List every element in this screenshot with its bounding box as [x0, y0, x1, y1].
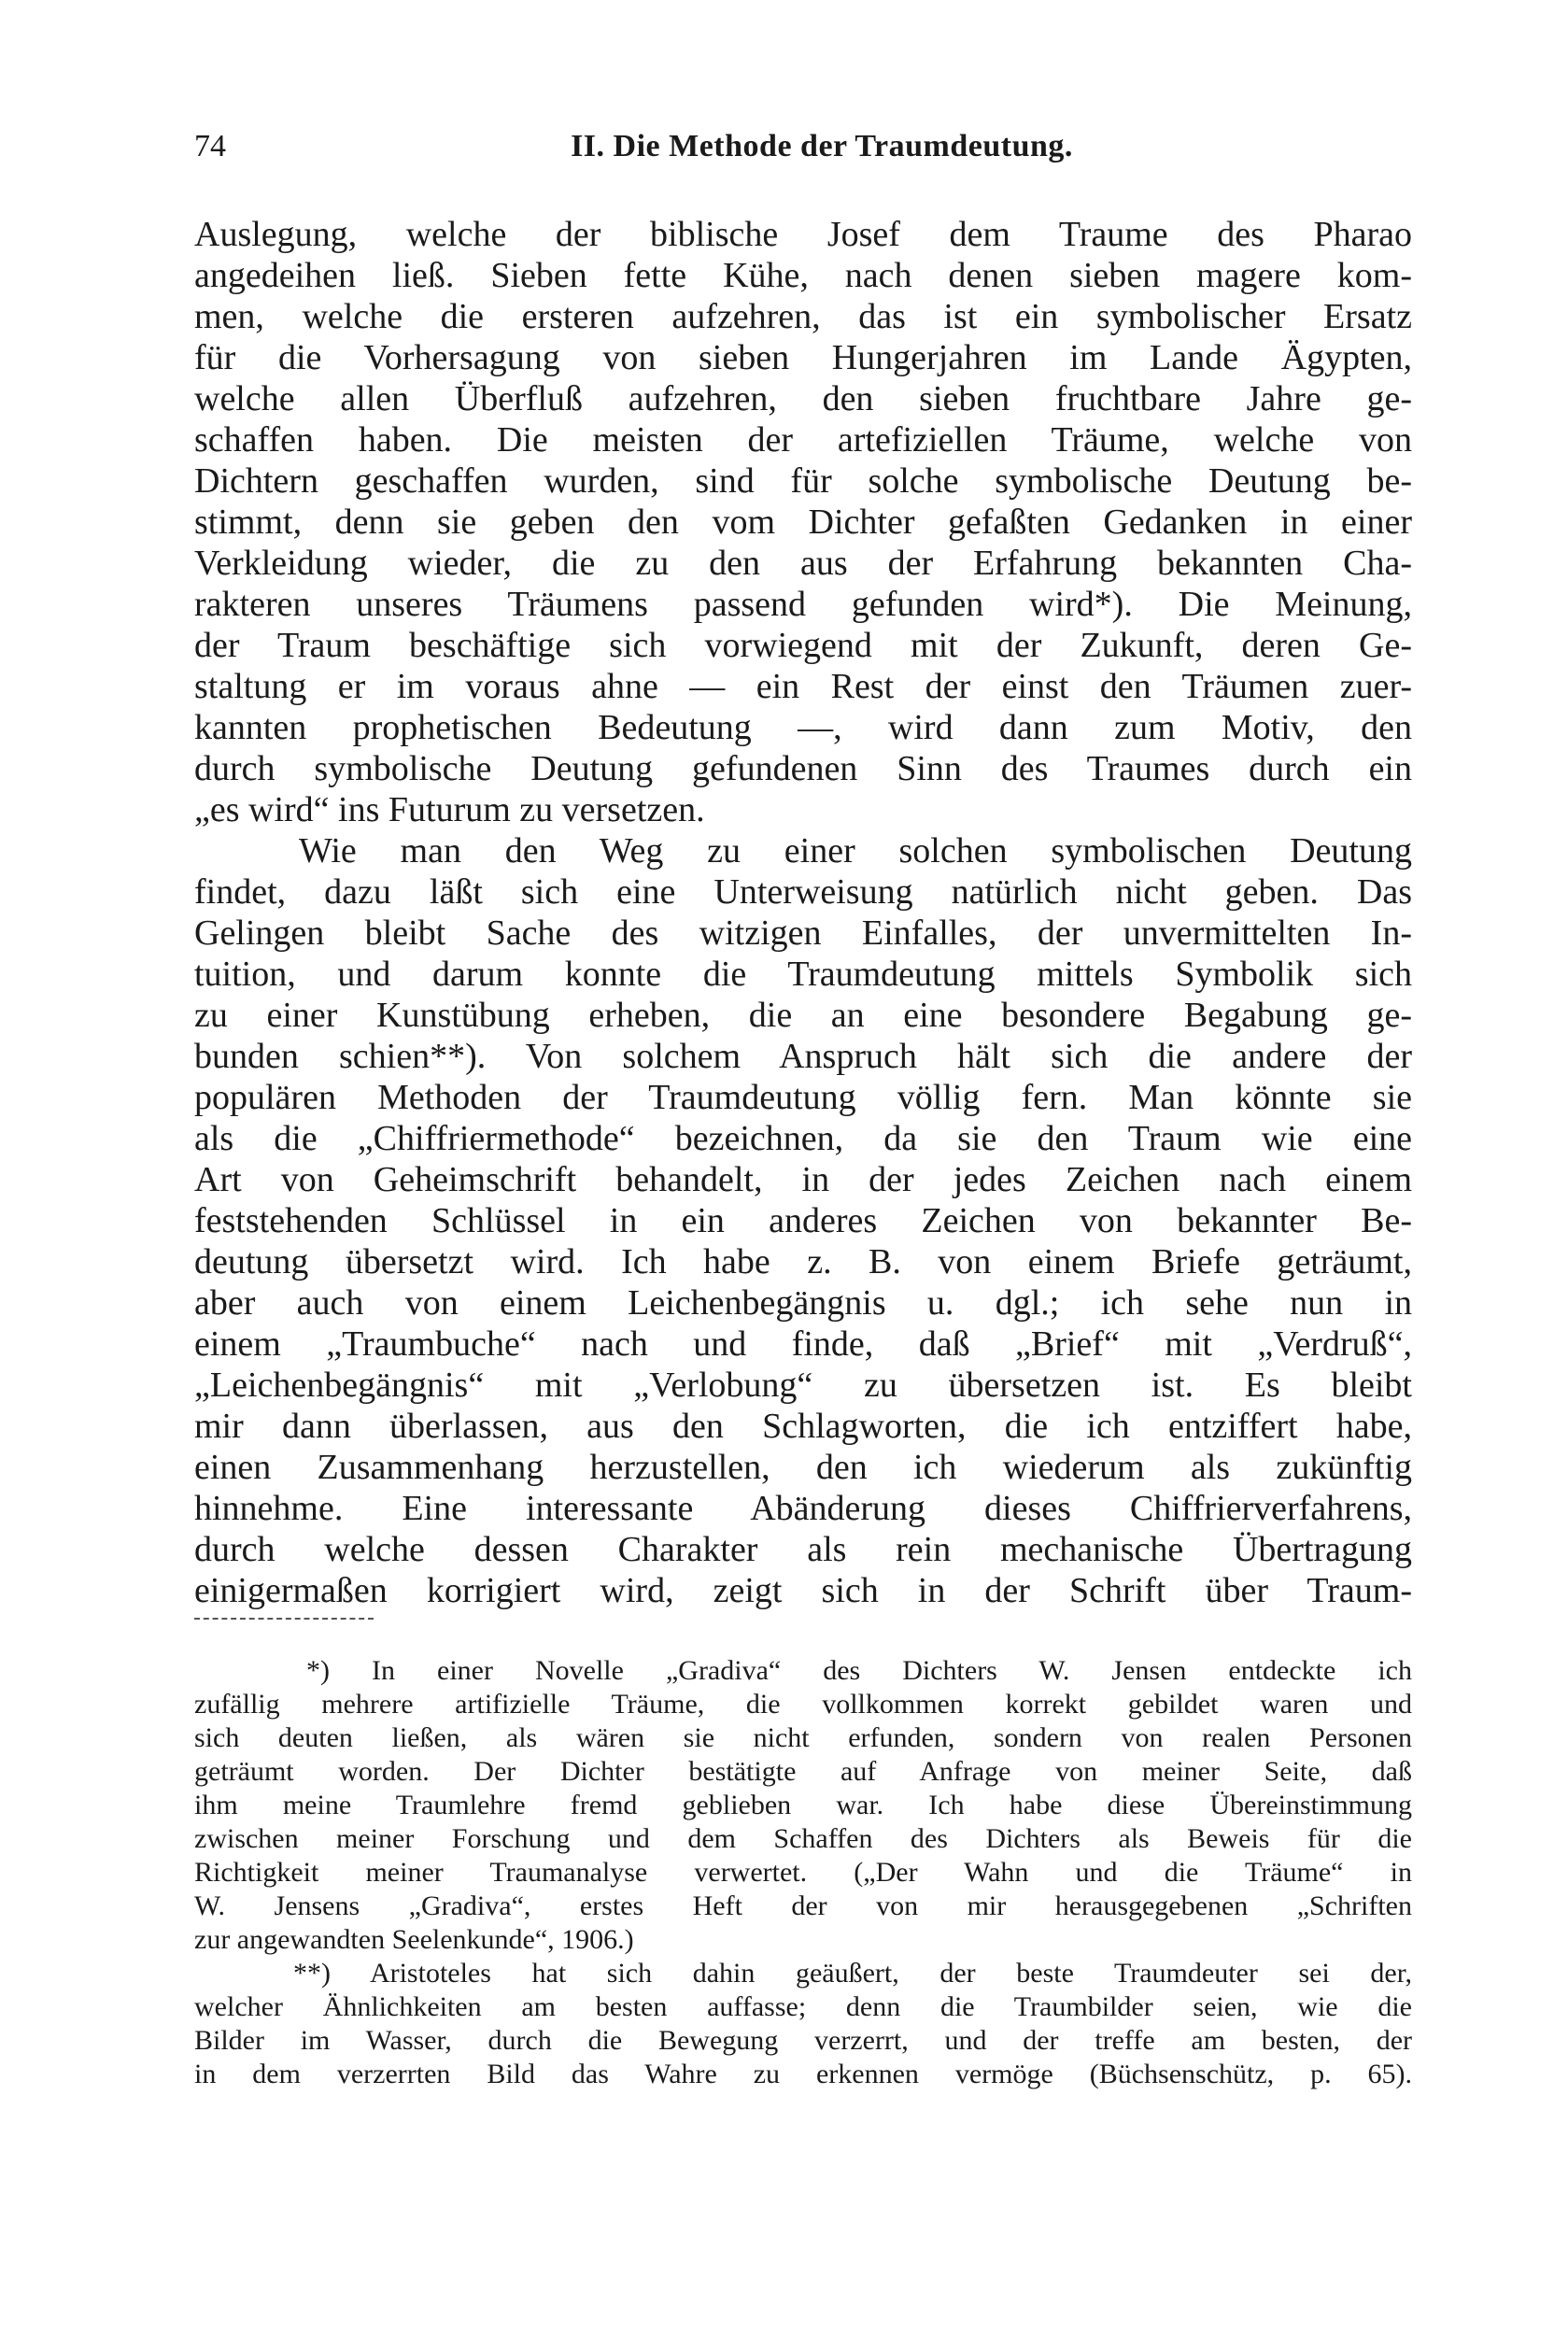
text-line: angedeihen ließ. Sieben fette Kühe, nach denen sieben magere kom-	[194, 256, 1412, 295]
footnote-line: geträumt worden. Der Dichter bestätigte auf Anfrage von meiner Seite, daß	[194, 1756, 1412, 1787]
text-line: populären Methoden der Traumdeutung völlig fern. Man könnte sie	[194, 1078, 1412, 1117]
text-line: men, welche die ersteren aufzehren, das ist ein symbolischer Ersatz	[194, 297, 1412, 336]
text-line: rakteren unseres Träumens passend gefunden wird*). Die Meinung,	[194, 585, 1412, 624]
text-line: durch welche dessen Charakter als rein mechanische Übertragung	[194, 1530, 1412, 1569]
footnote-separator	[194, 1618, 374, 1620]
footnote	[194, 1654, 1412, 1957]
paragraph	[194, 830, 1412, 1611]
footnote-line: ihm meine Traumlehre fremd geblieben war. Ich habe diese Übereinstimmung	[194, 1790, 1412, 1820]
footnote-line: Bilder im Wasser, durch die Bewegung verzerrt, und der treffe am besten, der	[194, 2025, 1412, 2056]
footnote-line: W. Jensens „Gradiva“, erstes Heft der von mir herausgegebenen „Schriften	[194, 1890, 1412, 1921]
page-number: 74	[194, 129, 226, 163]
footnote-line: **) Aristoteles hat sich dahin geäußert, der beste Traumdeuter sei der,	[293, 1958, 1412, 1989]
text-line: feststehenden Schlüssel in ein anderes Zeichen von bekannter Be-	[194, 1201, 1412, 1240]
footnote-line: *) In einer Novelle „Gradiva“ des Dichters W. Jensen entdeckte ich	[306, 1655, 1412, 1686]
text-line: hinnehme. Eine interessante Abänderung dieses Chiffrierverfahrens,	[194, 1489, 1412, 1528]
text-line: zu einer Kunstübung erheben, die an eine besondere Begabung ge-	[194, 996, 1412, 1035]
text-line: „es wird“ ins Futurum zu versetzen.	[194, 790, 705, 829]
footnote-line: in dem verzerrten Bild das Wahre zu erkennen vermöge (Büchsenschütz, p. 65).	[194, 2059, 1412, 2089]
footnotes	[194, 1654, 1412, 2091]
body-text	[194, 214, 1412, 1611]
text-line: kannten prophetischen Bedeutung —, wird dann zum Motiv, den	[194, 708, 1412, 747]
text-line: Art von Geheimschrift behandelt, in der jedes Zeichen nach einem	[194, 1160, 1412, 1199]
footnote-line: zur angewandten Seelenkunde“, 1906.)	[194, 1924, 634, 1955]
text-line: stimmt, denn sie geben den vom Dichter gefaßten Gedanken in einer	[194, 503, 1412, 542]
text-line: einem „Traumbuche“ nach und finde, daß „Brief“ mit „Verdruß“,	[194, 1324, 1412, 1364]
text-line: durch symbolische Deutung gefundenen Sinn des Traumes durch ein	[194, 749, 1412, 788]
text-line: staltung er im voraus ahne — ein Rest der einst den Träumen zuer-	[194, 667, 1412, 706]
text-line: deutung übersetzt wird. Ich habe z. B. von einem Briefe geträumt,	[194, 1242, 1412, 1281]
text-line: „Leichenbegängnis“ mit „Verlobung“ zu übersetzen ist. Es bleibt	[194, 1366, 1412, 1405]
footnote-line: welcher Ähnlichkeiten am besten auffasse; denn die Traumbilder seien, wie die	[194, 1991, 1412, 2022]
text-line: für die Vorhersagung von sieben Hungerjahren im Lande Ägypten,	[194, 338, 1412, 377]
page-header	[194, 129, 1412, 170]
running-head: II. Die Methode der Traumdeutung.	[571, 129, 1073, 163]
text-line: Wie man den Weg zu einer solchen symbolischen Deutung	[299, 831, 1412, 871]
text-line: mir dann überlassen, aus den Schlagworten, die ich entziffert habe,	[194, 1407, 1412, 1446]
text-line: schaffen haben. Die meisten der artefiziellen Träume, welche von	[194, 420, 1412, 460]
text-line: Gelingen bleibt Sache des witzigen Einfalles, der unvermittelten In-	[194, 913, 1412, 953]
text-line: Auslegung, welche der biblische Josef dem Traume des Pharao	[194, 215, 1412, 254]
text-line: Dichtern geschaffen wurden, sind für solche symbolische Deutung be-	[194, 461, 1412, 501]
text-line: tuition, und darum konnte die Traumdeutung mittels Symbolik sich	[194, 955, 1412, 994]
text-line: welche allen Überfluß aufzehren, den sieben fruchtbare Jahre ge-	[194, 379, 1412, 418]
text-line: als die „Chiffriermethode“ bezeichnen, da sie den Traum wie eine	[194, 1119, 1412, 1158]
text-line: aber auch von einem Leichenbegängnis u. dgl.; ich sehe nun in	[194, 1283, 1412, 1323]
footnote-line: zwischen meiner Forschung und dem Schaffen des Dichters als Beweis für die	[194, 1823, 1412, 1854]
paragraph	[194, 214, 1412, 830]
footnote	[194, 1957, 1412, 2091]
text-line: Verkleidung wieder, die zu den aus der Erfahrung bekannten Cha-	[194, 544, 1412, 583]
text-line: einen Zusammenhang herzustellen, den ich wiederum als zukünftig	[194, 1448, 1412, 1487]
footnote-line: sich deuten ließen, als wären sie nicht erfunden, sondern von realen Personen	[194, 1722, 1412, 1753]
text-line: bunden schien**). Von solchem Anspruch hält sich die andere der	[194, 1037, 1412, 1076]
text-line: findet, dazu läßt sich eine Unterweisung natürlich nicht geben. Das	[194, 872, 1412, 912]
footnote-line: zufällig mehrere artifizielle Träume, die vollkommen korrekt gebildet waren und	[194, 1689, 1412, 1720]
footnote-line: Richtigkeit meiner Traumanalyse verwertet. („Der Wahn und die Träume“ in	[194, 1857, 1412, 1888]
text-line: einigermaßen korrigiert wird, zeigt sich in der Schrift über Traum-	[194, 1571, 1412, 1610]
text-line: der Traum beschäftige sich vorwiegend mit der Zukunft, deren Ge-	[194, 626, 1412, 665]
